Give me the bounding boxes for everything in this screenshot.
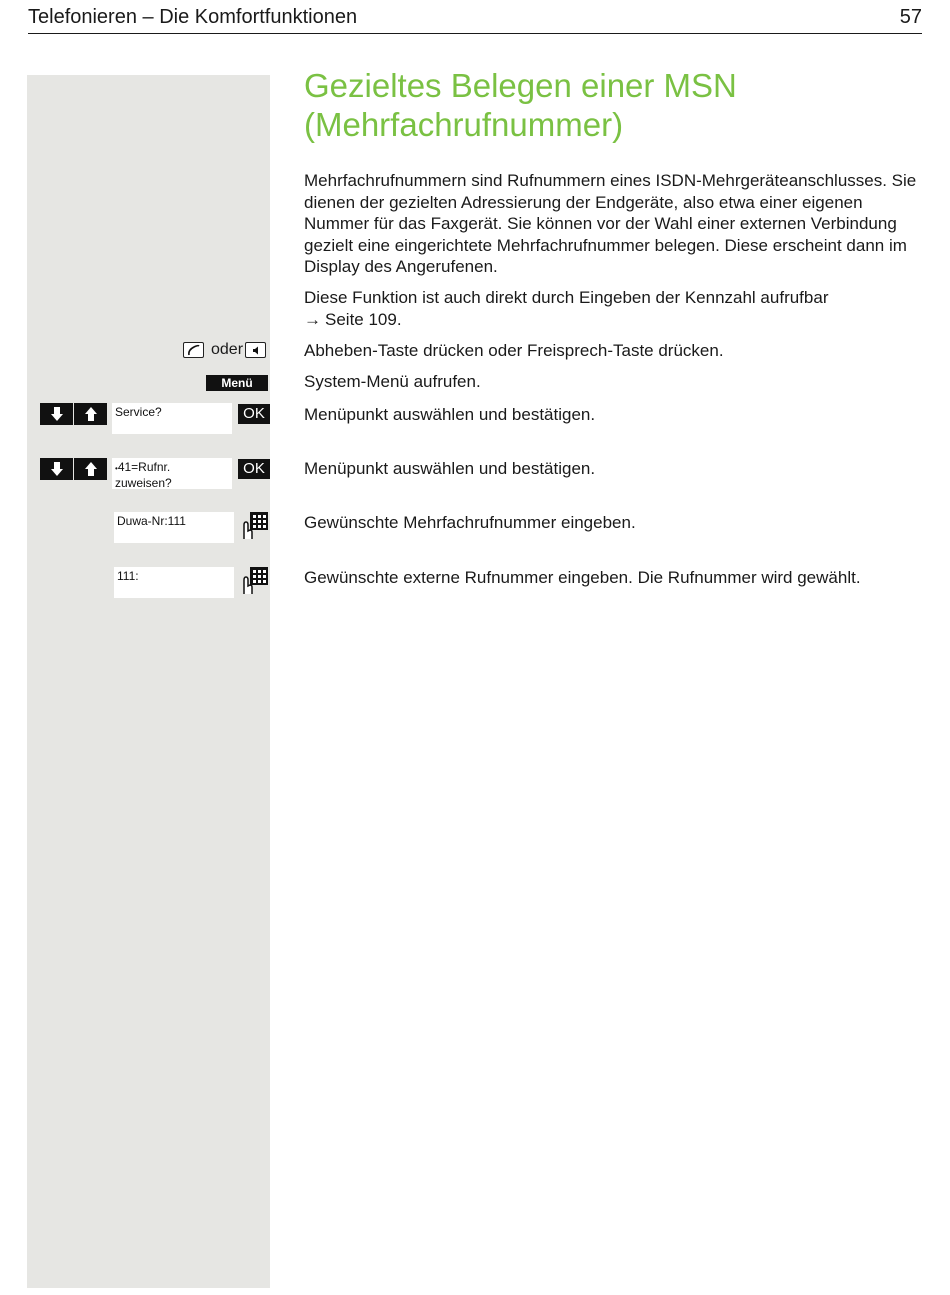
section-title-line2: (Mehrfachrufnummer)	[304, 106, 624, 143]
reference-line	[304, 309, 929, 331]
header-divider	[28, 33, 922, 34]
reference-arrow: →	[304, 309, 321, 329]
section-title	[304, 66, 924, 144]
phone-display	[112, 458, 232, 489]
display-line: 111:	[117, 569, 139, 583]
handset-icon	[183, 342, 204, 358]
display-line: zuweisen?	[115, 476, 172, 490]
display-line: Service?	[115, 405, 162, 419]
display-line: •41=Rufnr.	[115, 460, 171, 474]
page-reference-link[interactable]: Seite 109.	[325, 309, 402, 329]
section-title-line1: Gezieltes Belegen einer MSN	[304, 67, 737, 104]
step-1-text: Abheben-Taste drücken oder Freisprech-Taste drücken.	[304, 341, 724, 360]
intro-paragraph: Mehrfachrufnummern sind Rufnummern eines ISDN-Mehrgeräteanschlusses. Sie dienen der gezielten Adressierung der Endgeräte, also etwa einer eigenen Nummer für das Faxgerät. Sie können vor der Wahl einer externen Verbindung gezielt eine eingerichtete Mehrfachrufnummer belegen. Diese erscheint dann im Display des Angerufenen.	[304, 171, 917, 276]
step-5-text: Gewünschte Mehrfachrufnummer eingeben.	[304, 513, 636, 532]
ok-button[interactable]: OK	[238, 404, 270, 424]
reference-text: Diese Funktion ist auch direkt durch Eingeben der Kennzahl aufrufbar	[304, 288, 829, 307]
keypad-icon	[241, 511, 269, 541]
intro-reference-paragraph	[304, 287, 929, 330]
menu-button[interactable]: Menü	[206, 375, 268, 391]
arrow-up-icon[interactable]	[74, 458, 107, 480]
oder-label: oder	[211, 341, 244, 358]
phone-display	[114, 512, 234, 543]
step-4-text: Menüpunkt auswählen und bestätigen.	[304, 459, 596, 478]
arrow-down-icon[interactable]	[40, 458, 73, 480]
speaker-icon	[245, 342, 266, 358]
selection-marker: •	[115, 464, 118, 473]
phone-display	[114, 567, 234, 598]
keypad-icon	[241, 566, 269, 596]
page-number: 57	[899, 6, 922, 28]
step-6-text: Gewünschte externe Rufnummer eingeben. Die Rufnummer wird gewählt.	[304, 568, 861, 587]
display-line: Duwa-Nr:111	[117, 514, 186, 528]
step-2-text: System-Menü aufrufen.	[304, 372, 481, 391]
arrow-up-icon[interactable]	[74, 403, 107, 425]
instruction-sidebar	[27, 75, 270, 1288]
running-header-title: Telefonieren – Die Komfortfunktionen	[28, 6, 358, 28]
step-3-text: Menüpunkt auswählen und bestätigen.	[304, 405, 596, 424]
arrow-down-icon[interactable]	[40, 403, 73, 425]
phone-display	[112, 403, 232, 434]
ok-button[interactable]: OK	[238, 459, 270, 479]
